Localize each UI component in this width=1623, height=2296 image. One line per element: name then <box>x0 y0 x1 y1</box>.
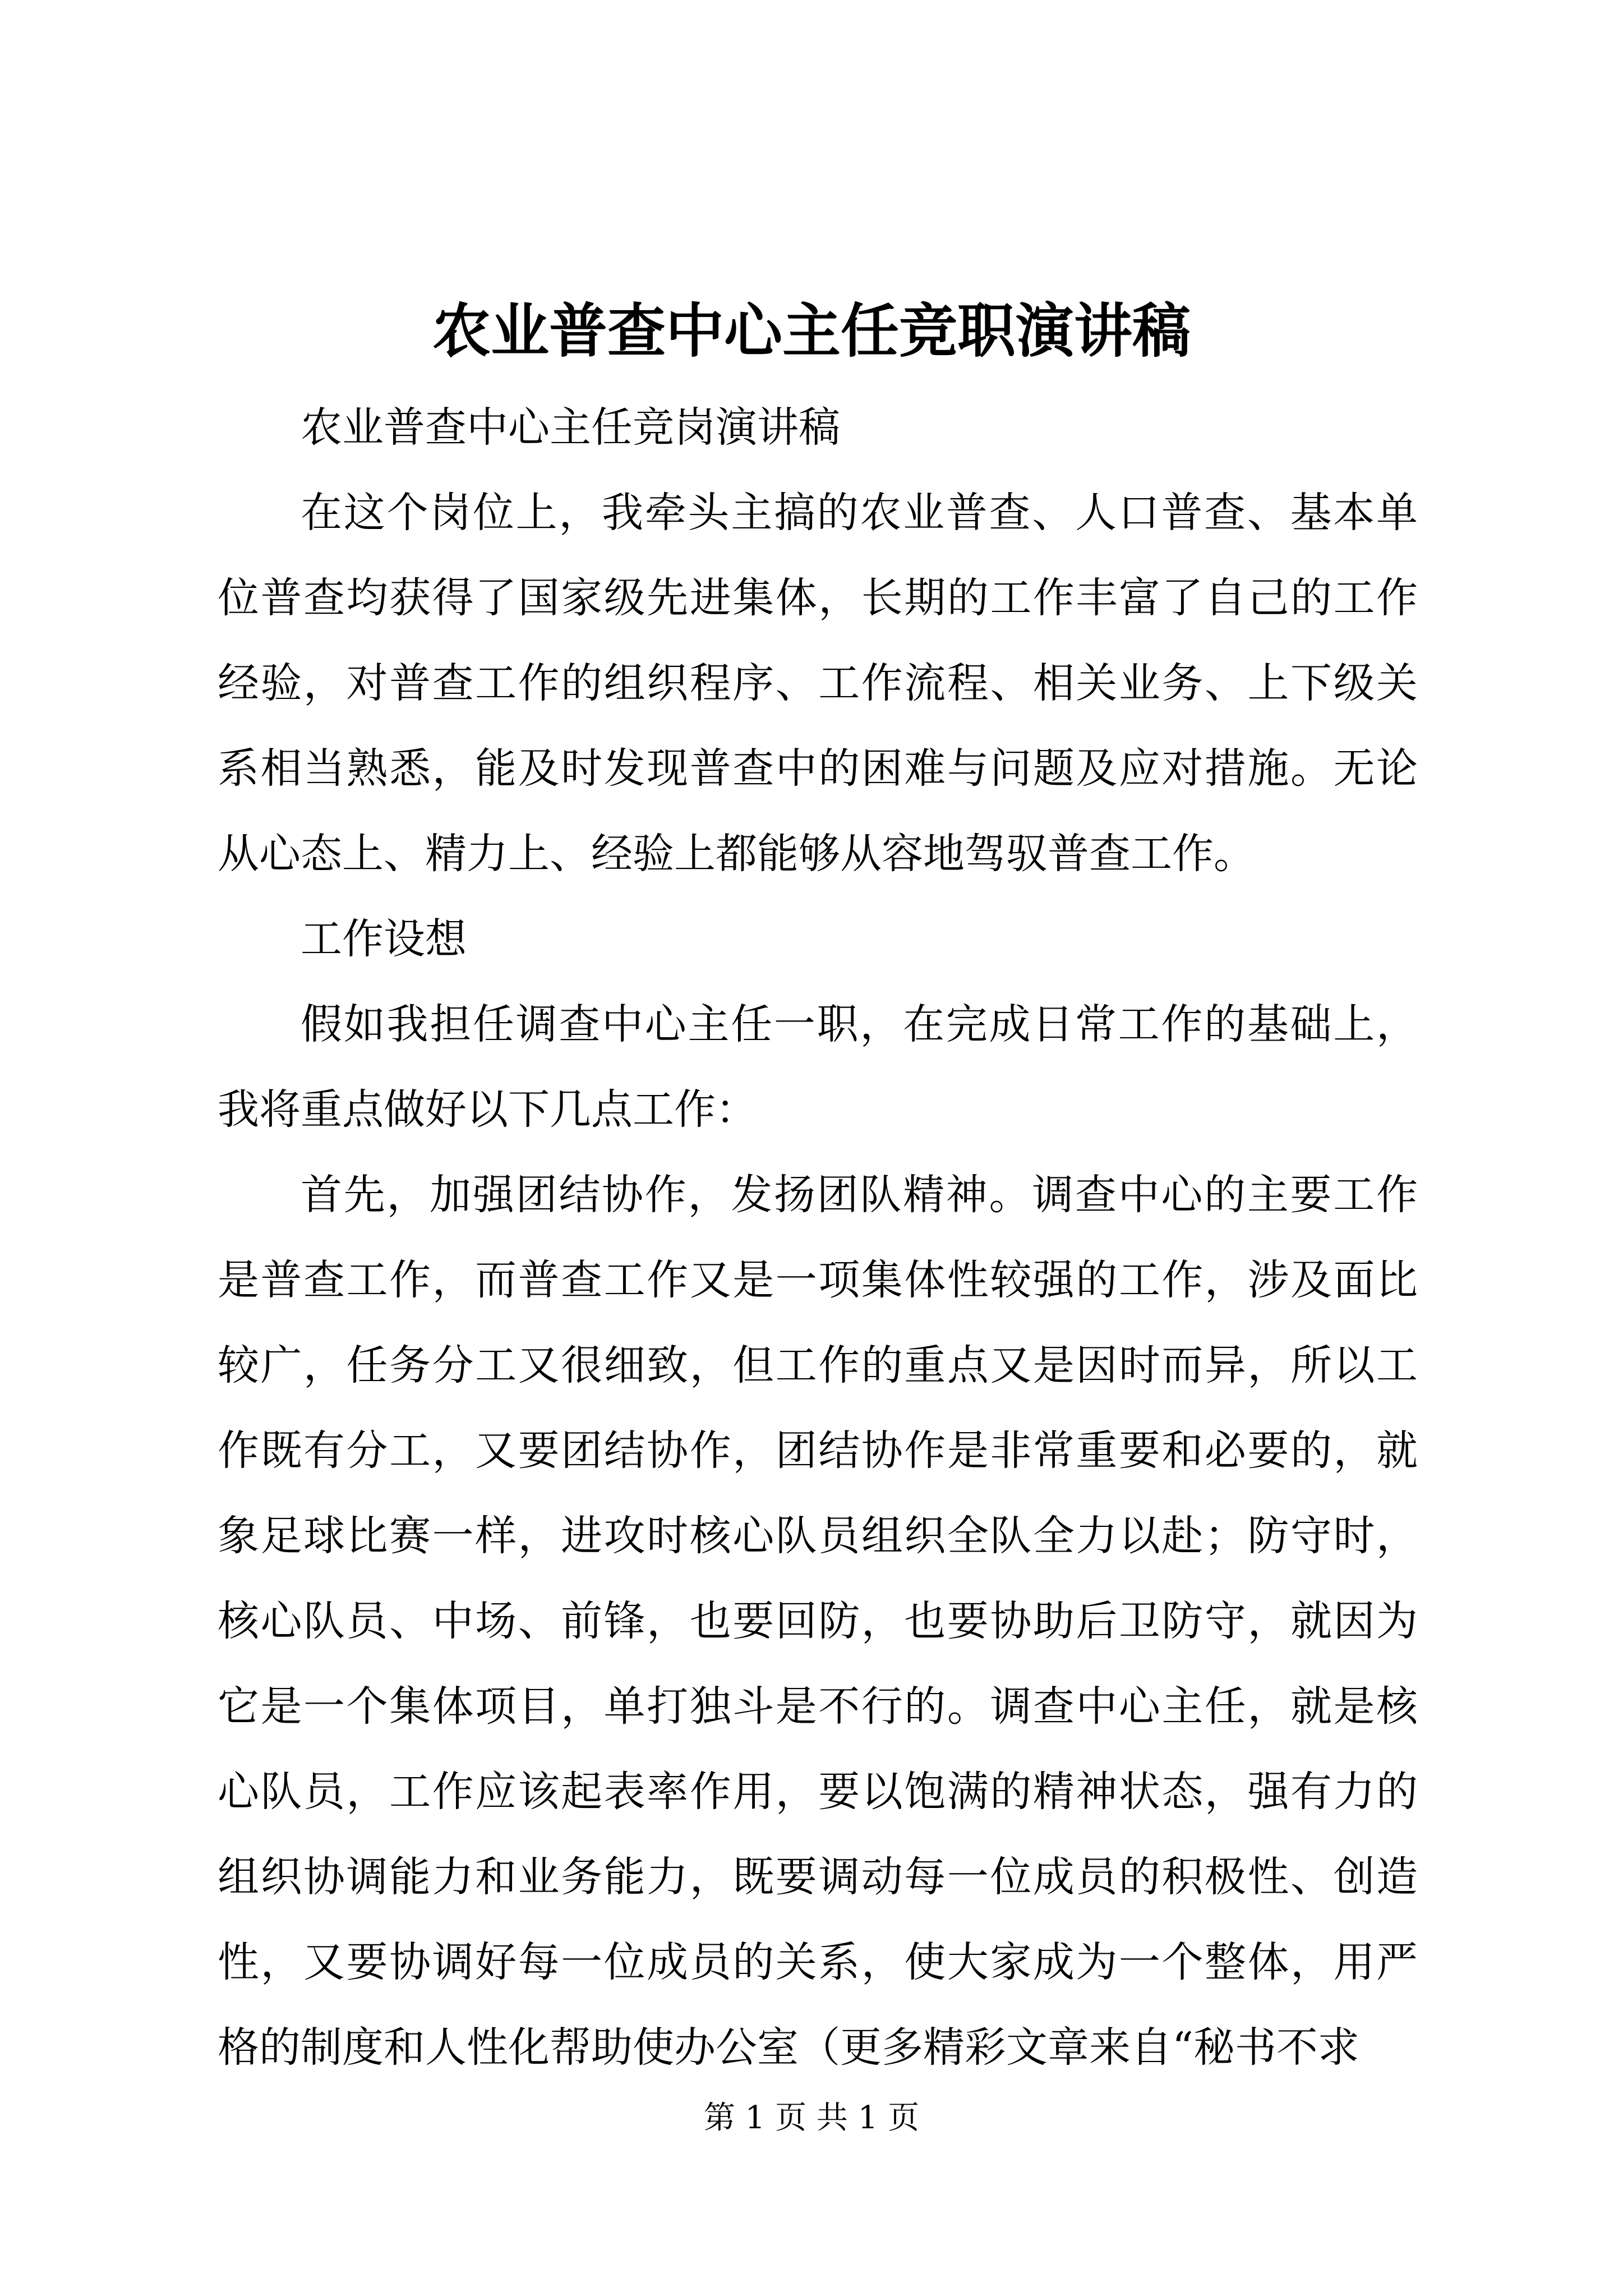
document-body <box>218 385 1418 2090</box>
document-title: 农业普查中心主任竞职演讲稿 <box>432 296 1191 365</box>
subtitle-paragraph: 农业普查中心主任竞岗演讲稿 <box>301 403 840 452</box>
page-number-footer: 第 1 页 共 1 页 <box>703 2100 920 2136</box>
section-heading-work-plan: 工作设想 <box>301 915 467 963</box>
paragraph-experience: 在这个岗位上，我牵头主搞的农业普查、人口普查、基本单位普查均获得了国家级先进集体，长期的工作丰富了自己的工作经验，对普查工作的组织程序、工作流程、相关业务、上下级关系相当熟悉，能及时发现普查中的困难与问题及应对措施。无论从心态上、精力上、经验上都能够从容地驾驭普查工作。 <box>218 489 1418 878</box>
paragraph-intro-plan: 假如我担任调查中心主任一职，在完成日常工作的基础上，我将重点做好以下几点工作： <box>218 1000 1418 1134</box>
paragraph-teamwork: 首先，加强团结协作，发扬团队精神。调查中心的主要工作是普查工作，而普查工作又是一项集体性较强的工作，涉及面比较广，任务分工又很细致，但工作的重点又是因时而异，所以工作既有分工，又要团结协作，团结协作是非常重要和必要的，就象足球比赛一样，进攻时核心队员组织全队全力以赴；防守时，核心队员、中场、前锋，也要回防，也要协助后卫防守，就因为它是一个集体项目，单打独斗是不行的。调查中心主任，就是核心队员，工作应该起表率作用，要以饱满的精神状态，强有力的组织协调能力和业务能力，既要调动每一位成员的积极性、创造性，又要协调好每一位成员的关系，使大家成为一个整体，用严格的制度和人性化帮助使办公室（更多精彩文章来自“秘书不求 <box>218 1171 1418 2072</box>
